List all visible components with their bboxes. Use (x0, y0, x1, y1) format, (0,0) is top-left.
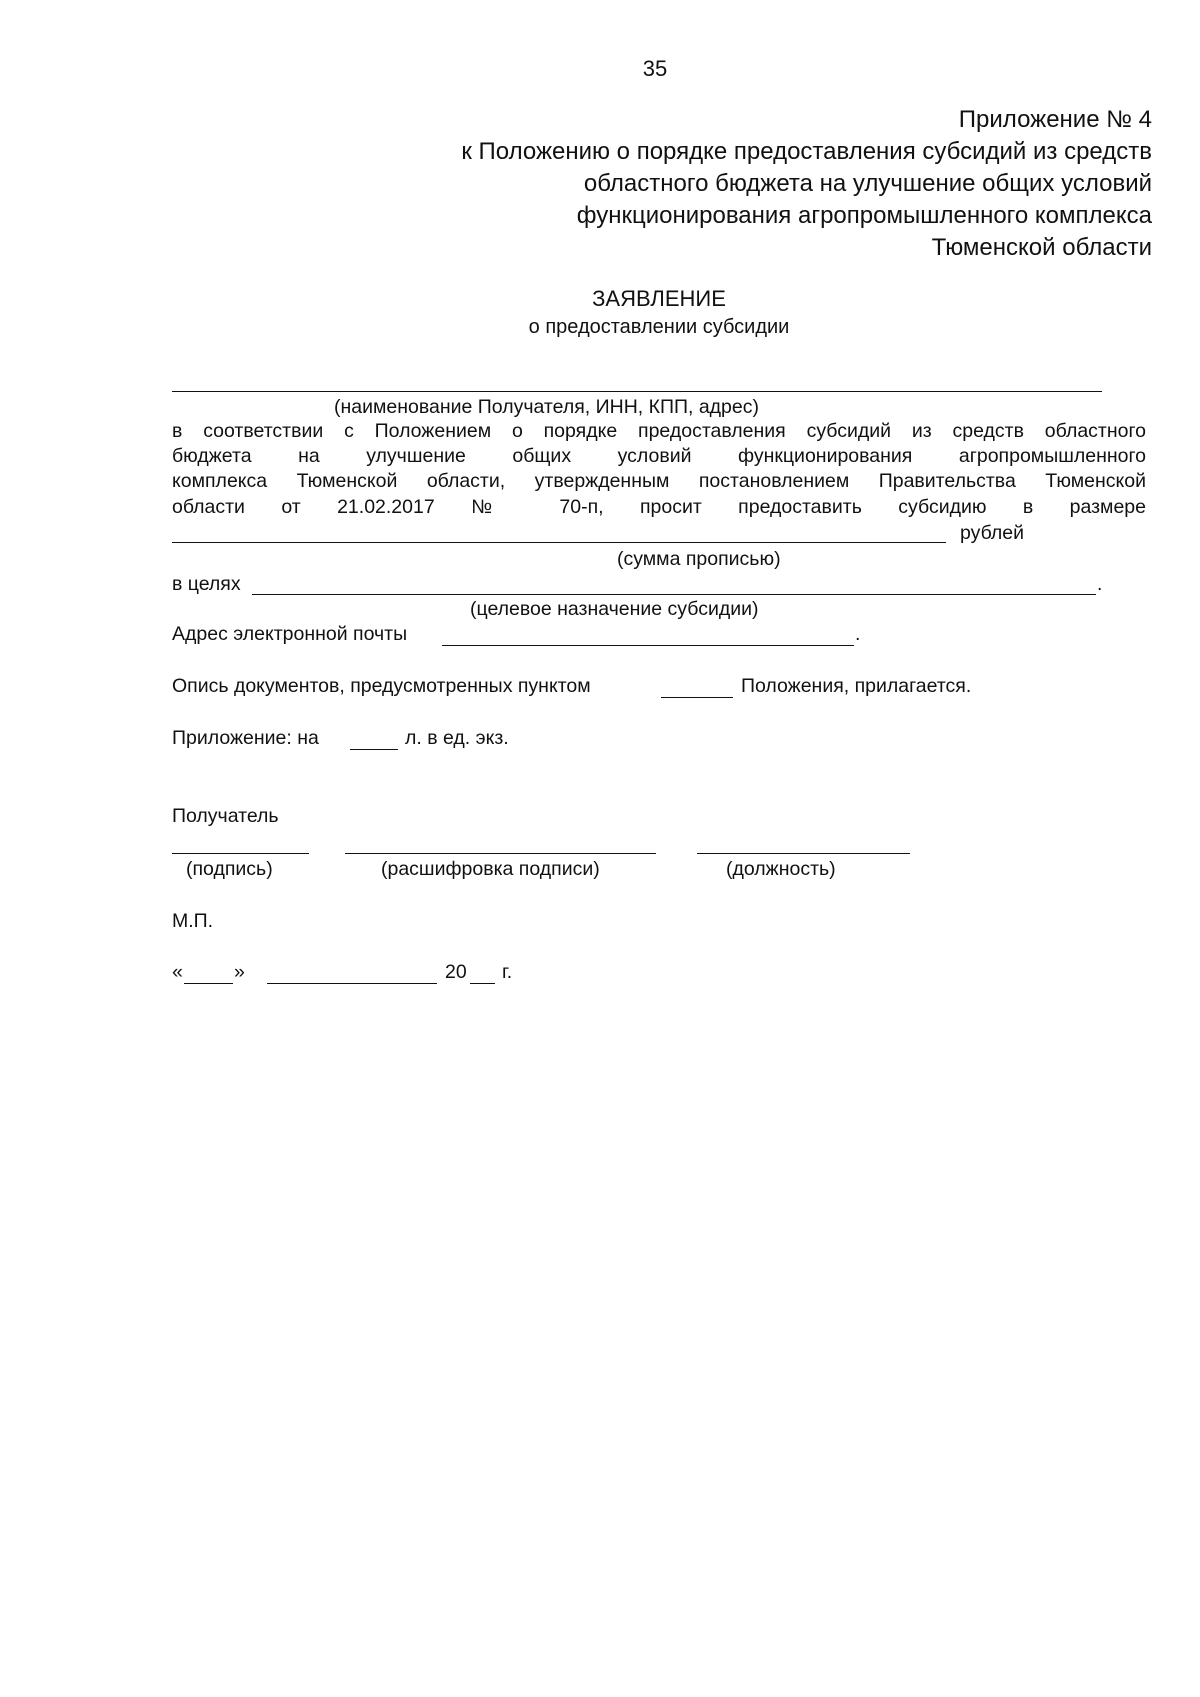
attachment-text-after: л. в ед. экз. (405, 727, 509, 749)
paragraph-line-2: бюджета на улучшение общих условий функционирования агропромышленного (172, 445, 1146, 467)
purpose-field[interactable] (252, 594, 1096, 595)
amount-hint: (сумма прописью) (617, 548, 781, 570)
stamp-label: М.П. (172, 910, 214, 932)
attachment-pages-field[interactable] (350, 749, 398, 750)
email-field[interactable] (442, 645, 854, 646)
purpose-label: в целях (172, 573, 241, 595)
appendix-line-1: Приложение № 4 (958, 106, 1152, 133)
attachment-text-before: Приложение: на (172, 727, 319, 749)
amount-field[interactable] (172, 542, 946, 543)
position-field[interactable] (697, 853, 910, 854)
date-open-quote: « (172, 961, 183, 983)
paragraph-line-4: области от 21.02.2017 № 70-п, просит предоставить субсидию в размере (172, 496, 1146, 518)
amount-suffix: рублей (960, 522, 1025, 544)
inventory-text-after: Положения, прилагается. (741, 675, 972, 697)
recipient-hint: (наименование Получателя, ИНН, КПП, адрес) (334, 396, 759, 418)
paragraph-line-1: в соответствии с Положением о порядке предоставления субсидий из средств областного (172, 420, 1146, 442)
document-title: ЗАЯВЛЕНИЕ (592, 286, 726, 311)
page-number: 35 (642, 56, 668, 81)
email-end: . (855, 623, 861, 645)
purpose-hint: (целевое назначение субсидии) (470, 598, 759, 620)
appendix-line-4: функционирования агропромышленного комплекса (576, 202, 1152, 229)
date-year-field[interactable] (470, 983, 495, 984)
recipient-field[interactable] (172, 391, 1102, 392)
inventory-text-before: Опись документов, предусмотренных пунктом (172, 675, 591, 697)
date-close-quote: » (234, 961, 245, 983)
appendix-line-5: Тюменской области (931, 234, 1152, 261)
signature-hint: (подпись) (186, 858, 273, 880)
paragraph-line-3: комплекса Тюменской области, утвержденным постановлением Правительства Тюменской (172, 470, 1146, 492)
appendix-line-2: к Положению о порядке предоставления субсидий из средств (461, 138, 1152, 165)
appendix-line-3: областного бюджета на улучшение общих условий (583, 170, 1152, 197)
signature-name-hint: (расшифровка подписи) (381, 858, 600, 880)
position-hint: (должность) (726, 858, 836, 880)
date-day-field[interactable] (184, 983, 233, 984)
inventory-clause-field[interactable] (661, 697, 733, 698)
signature-field[interactable] (172, 853, 309, 854)
purpose-end: . (1097, 573, 1103, 595)
email-label: Адрес электронной почты (172, 623, 408, 645)
date-year-suffix: г. (502, 961, 513, 983)
signature-name-field[interactable] (345, 853, 656, 854)
recipient-label: Получатель (172, 805, 279, 827)
date-year-prefix: 20 (445, 961, 467, 983)
document-subtitle: о предоставлении субсидии (528, 316, 790, 338)
date-month-field[interactable] (267, 983, 437, 984)
